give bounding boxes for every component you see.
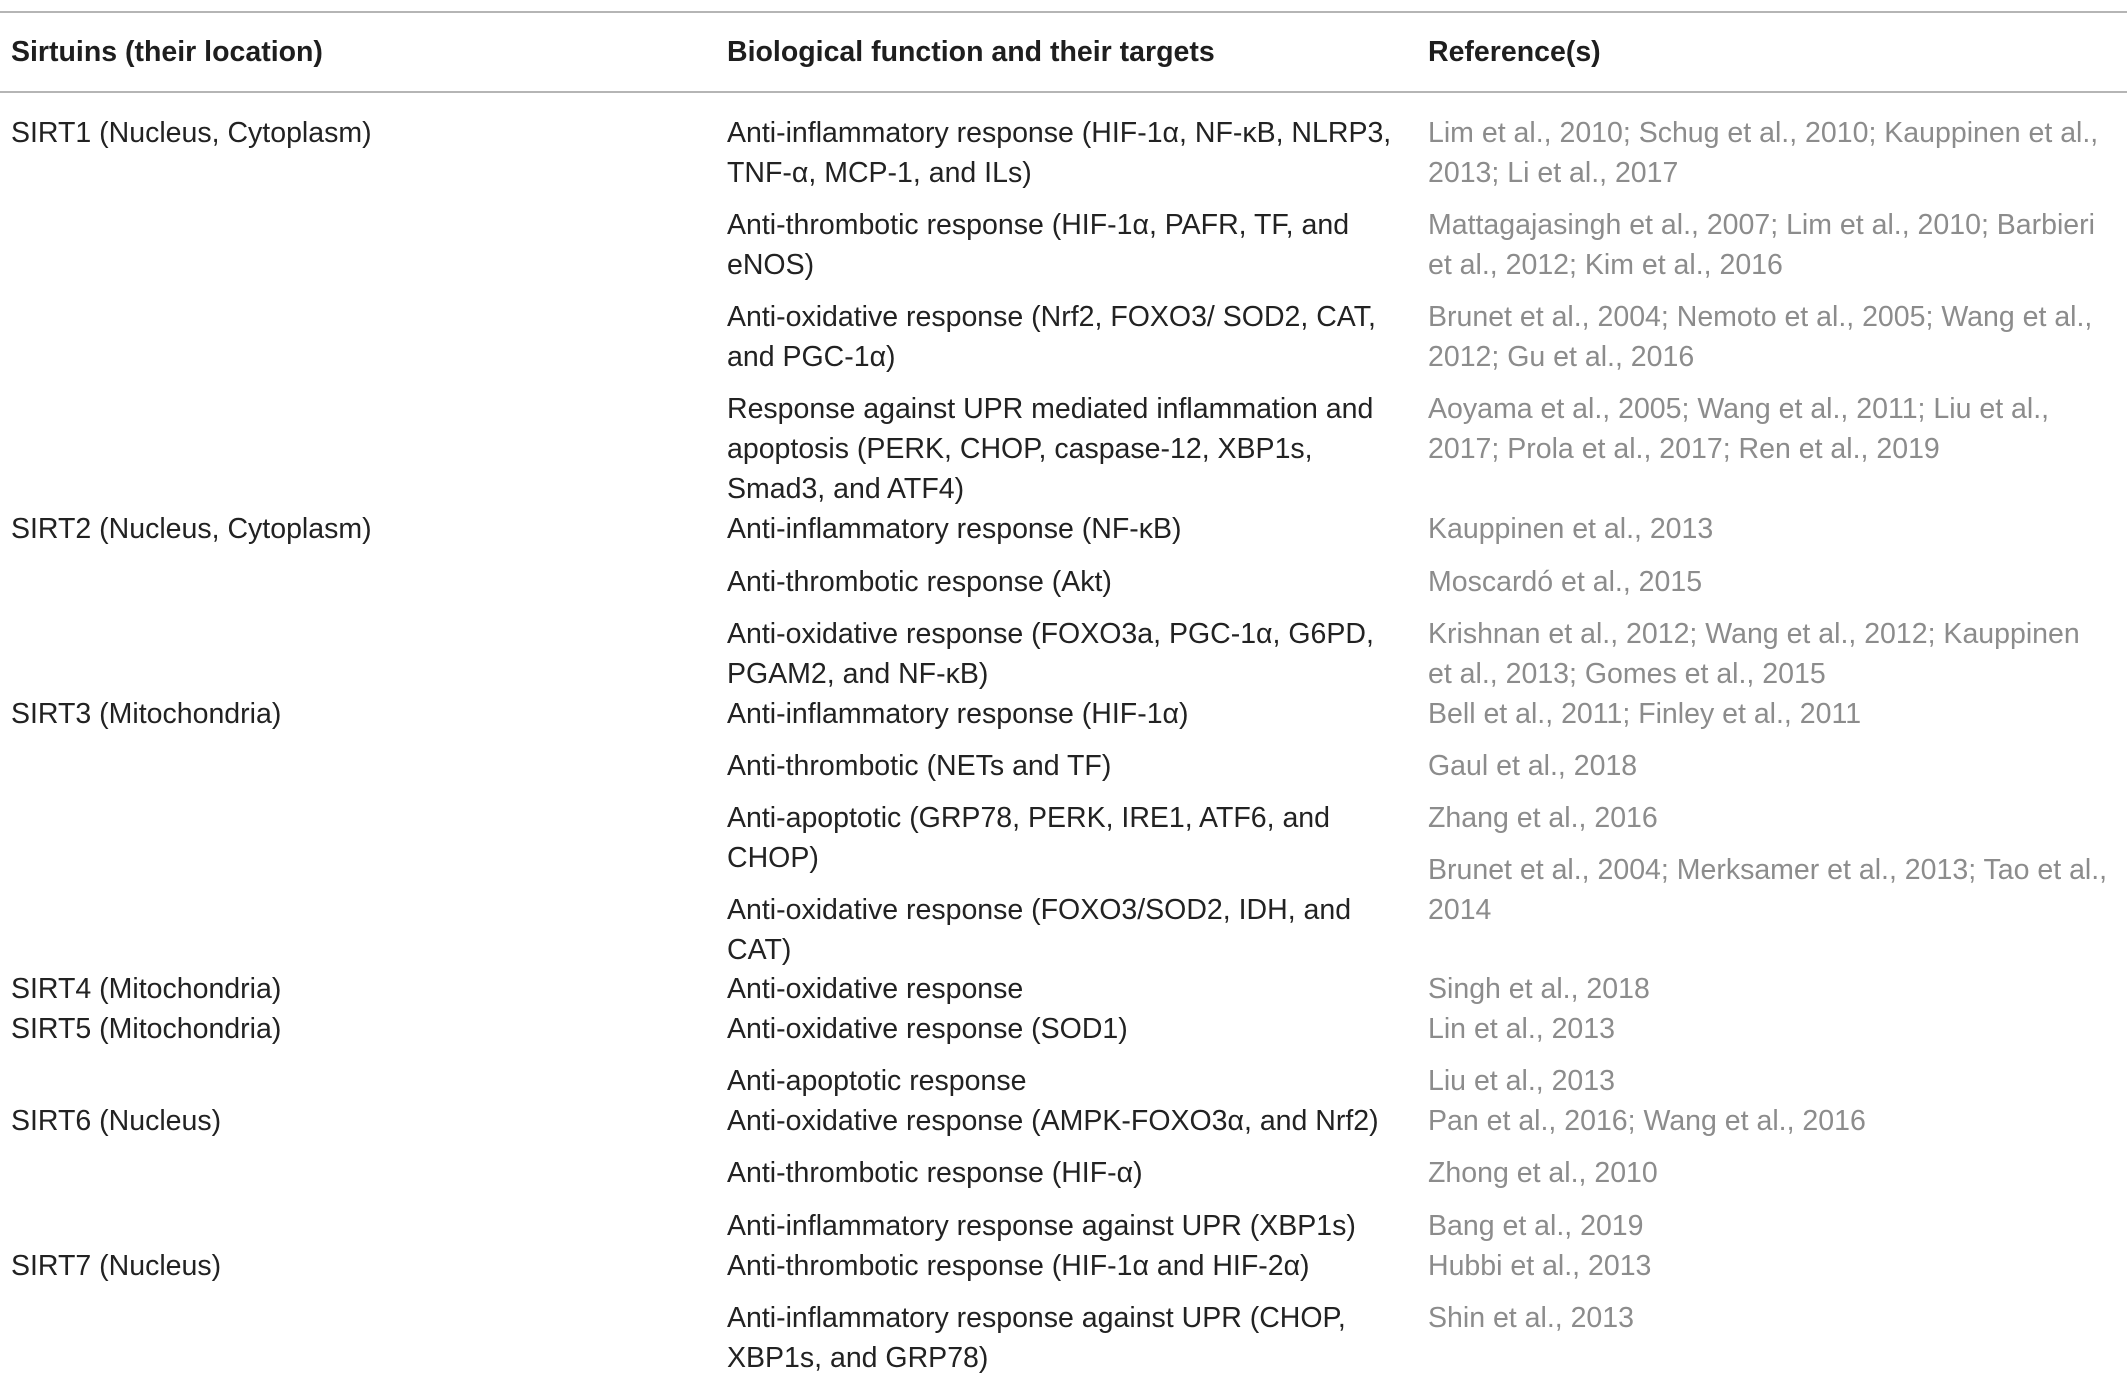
- sirtuin-sirt2: SIRT2 (Nucleus, Cytoplasm): [11, 513, 372, 545]
- reference-row: Pan et al., 2016; Wang et al., 2016: [1428, 1105, 1866, 1137]
- function-row: Anti-inflammatory response (HIF-1α, NF-κB, NLRP3, TNF-α, MCP-1, and ILs): [727, 117, 1392, 189]
- reference-row: Kauppinen et al., 2013: [1428, 513, 1714, 545]
- reference-row: Hubbi et al., 2013: [1428, 1250, 1652, 1282]
- header-references: Reference(s): [1428, 36, 1601, 68]
- reference-row: Shin et al., 2013: [1428, 1302, 1634, 1334]
- header-function: Biological function and their targets: [727, 36, 1215, 68]
- function-row: Anti-apoptotic response: [727, 1065, 1027, 1097]
- reference-row: Lin et al., 2013: [1428, 1013, 1615, 1045]
- function-row: Anti-oxidative response (FOXO3/SOD2, IDH, and CAT): [727, 894, 1352, 966]
- sirtuin-sirt6: SIRT6 (Nucleus): [11, 1105, 222, 1137]
- reference-row: Singh et al., 2018: [1428, 973, 1650, 1005]
- function-row: Anti-apoptotic (GRP78, PERK, IRE1, ATF6, and CHOP): [727, 802, 1330, 874]
- function-row: Anti-thrombotic response (HIF-1α, PAFR, TF, and eNOS): [727, 209, 1350, 281]
- reference-row: Krishnan et al., 2012; Wang et al., 2012; Kauppinen et al., 2013; Gomes et al., 2015: [1428, 618, 2080, 690]
- sirtuin-sirt3: SIRT3 (Mitochondria): [11, 698, 282, 730]
- function-row: Anti-thrombotic response (Akt): [727, 566, 1112, 598]
- function-row: Anti-inflammatory response (HIF-1α): [727, 698, 1189, 730]
- reference-row: Mattagajasingh et al., 2007; Lim et al., 2010; Barbieri et al., 2012; Kim et al., 2016: [1428, 209, 2095, 281]
- sirtuin-sirt5: SIRT5 (Mitochondria): [11, 1013, 282, 1045]
- function-row: Anti-oxidative response (SOD1): [727, 1013, 1128, 1045]
- function-row: Anti-thrombotic (NETs and TF): [727, 750, 1112, 782]
- reference-row: Moscardó et al., 2015: [1428, 566, 1703, 598]
- function-row: Anti-inflammatory response (NF-κB): [727, 513, 1182, 545]
- sirtuin-sirt4: SIRT4 (Mitochondria): [11, 973, 282, 1005]
- sirtuin-sirt7: SIRT7 (Nucleus): [11, 1250, 222, 1282]
- reference-row: Zhong et al., 2010: [1428, 1157, 1658, 1189]
- reference-row: Liu et al., 2013: [1428, 1065, 1615, 1097]
- header-sirtuins: Sirtuins (their location): [11, 36, 323, 68]
- sirtuin-sirt1: SIRT1 (Nucleus, Cytoplasm): [11, 117, 372, 149]
- reference-row: Bang et al., 2019: [1428, 1210, 1644, 1242]
- table-top-rule: [0, 11, 2127, 13]
- reference-row: Gaul et al., 2018: [1428, 750, 1638, 782]
- reference-row: Aoyama et al., 2005; Wang et al., 2011; Liu et al., 2017; Prola et al., 2017; Ren et al., 2019: [1428, 393, 2050, 465]
- reference-row: Zhang et al., 2016: [1428, 802, 1658, 834]
- function-row: Response against UPR mediated inflammation and apoptosis (PERK, CHOP, caspase-12, XBP1s, Smad3, and ATF4): [727, 393, 1374, 505]
- reference-row: Brunet et al., 2004; Merksamer et al., 2013; Tao et al., 2014: [1428, 854, 2108, 926]
- reference-row: Brunet et al., 2004; Nemoto et al., 2005; Wang et al., 2012; Gu et al., 2016: [1428, 301, 2093, 373]
- header-bottom-rule: [0, 91, 2127, 93]
- function-row: Anti-thrombotic response (HIF-1α and HIF-2α): [727, 1250, 1310, 1282]
- function-row: Anti-oxidative response (Nrf2, FOXO3/ SOD2, CAT, and PGC-1α): [727, 301, 1376, 373]
- function-row: Anti-inflammatory response against UPR (CHOP, XBP1s, and GRP78): [727, 1302, 1346, 1374]
- function-row: Anti-oxidative response (AMPK-FOXO3α, and Nrf2): [727, 1105, 1379, 1137]
- function-row: Anti-oxidative response (FOXO3a, PGC-1α, G6PD, PGAM2, and NF-κB): [727, 618, 1374, 690]
- function-row: Anti-inflammatory response against UPR (XBP1s): [727, 1210, 1356, 1242]
- reference-row: Bell et al., 2011; Finley et al., 2011: [1428, 698, 1862, 730]
- reference-row: Lim et al., 2010; Schug et al., 2010; Kauppinen et al., 2013; Li et al., 2017: [1428, 117, 2099, 189]
- function-row: Anti-oxidative response: [727, 973, 1024, 1005]
- function-row: Anti-thrombotic response (HIF-α): [727, 1157, 1143, 1189]
